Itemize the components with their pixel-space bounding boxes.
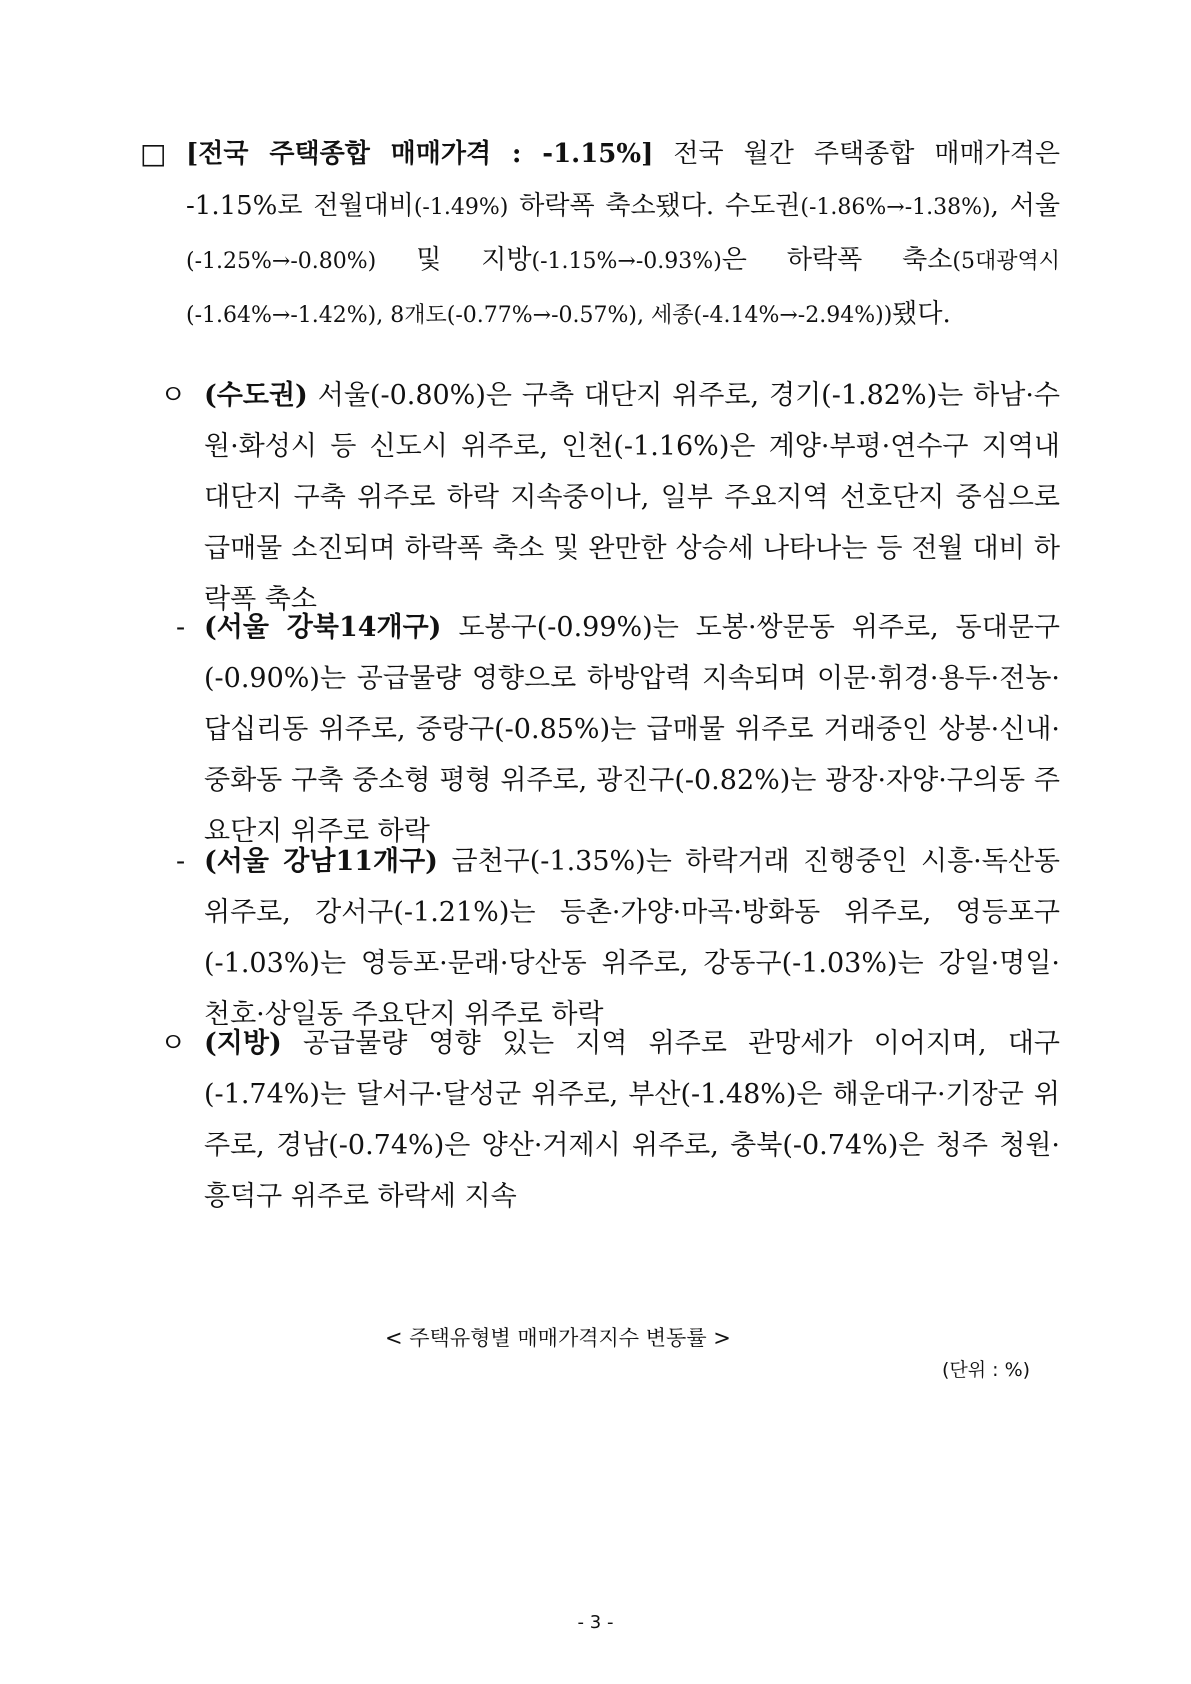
table-caption: < 주택유형별 매매가격지수 변동률 > [385, 1326, 731, 1350]
bullet-regions [160, 1018, 1060, 1222]
bullet-seoul-gangnam [176, 836, 1060, 1040]
summary-text-3: , 서울 [990, 191, 1060, 221]
summary-text-5: 은 하락폭 축소 [721, 245, 953, 275]
dash-marker: - [176, 612, 186, 643]
bullet-lead: (서울 강북14개구) [204, 612, 442, 643]
checkbox-marker: □ [140, 137, 167, 170]
dash-marker: - [176, 846, 186, 877]
bullet-lead: (수도권) [204, 380, 308, 411]
summary-lead: [전국 주택종합 매매가격 : -1.15%] [186, 139, 654, 169]
circle-marker: ㅇ [160, 380, 187, 411]
bullet-text: 공급물량 영향 있는 지역 위주로 관망세가 이어지며, 대구(-1.74%)는 달서구·달성군 위주로, 부산(-1.48%)은 해운대구·기장군 위주로, 경남(-0.74%)은 양산·거제시 위주로, 충북(-0.74%)은 청주 청원·흥덕구 위주로 하락세 지속 [204, 1028, 1060, 1212]
bullet-text: 금천구(-1.35%)는 하락거래 진행중인 시흥·독산동 위주로, 강서구(-1.21%)는 등촌·가양·마곡·방화동 위주로, 영등포구(-1.03%)는 영등포·문래·당산동 위주로, 강동구(-1.03%)는 강일·명일·천호·상일동 주요단지 위주로 하락 [204, 846, 1060, 1030]
summary-note-4: (-1.15%→-0.93%) [531, 249, 722, 274]
bullet-text: 서울(-0.80%)은 구축 대단지 위주로, 경기(-1.82%)는 하남·수원·화성시 등 신도시 위주로, 인천(-1.16%)은 계양·부평·연수구 지역내 대단지 구축 위주로 하락 지속중이나, 일부 주요지역 선호단지 중심으로 급매물 소진되며 하락폭 축소 및 완만한 상승세 나타나는 등 전월 대비 하락폭 축소 [204, 380, 1060, 615]
summary-note-1: (-1.49%) [413, 195, 509, 220]
summary-note-2: (-1.86%→-1.38%) [800, 195, 991, 220]
summary-note-5: (5대광역시(-1.64%→-1.42%), 8개도(-0.77%→-0.57%), 세종(-4.14%→-2.94%)) [186, 249, 1060, 328]
circle-marker: ㅇ [160, 1028, 187, 1059]
summary-text-4: 및 지방 [376, 245, 532, 275]
summary-text-6: 됐다. [892, 299, 951, 329]
national-summary-paragraph [140, 128, 1060, 342]
unit-label: (단위 : %) [942, 1359, 1031, 1381]
page-number: - 3 - [577, 1612, 614, 1633]
summary-note-3: (-1.25%→-0.80%) [186, 249, 377, 274]
bullet-seoul-gangbuk [176, 602, 1060, 857]
bullet-text: 도봉구(-0.99%)는 도봉·쌍문동 위주로, 동대문구(-0.90%)는 공급물량 영향으로 하방압력 지속되며 이문·휘경·용두·전농·답십리동 위주로, 중랑구(-0.85%)는 급매물 위주로 거래중인 상봉·신내·중화동 구축 중소형 평형 위주로, 광진구(-0.82%)는 광장·자양·구의동 주요단지 위주로 하락 [204, 612, 1061, 847]
summary-text-2: 하락폭 축소됐다. 수도권 [508, 191, 801, 221]
bullet-lead: (지방) [204, 1028, 282, 1059]
summary-body [186, 128, 1060, 342]
bullet-capital-area [160, 370, 1060, 625]
bullet-lead: (서울 강남11개구) [204, 846, 438, 877]
summary-text-1: 전국 월간 주택종합 매매가격은 -1.15%로 전월대비 [186, 139, 1060, 221]
